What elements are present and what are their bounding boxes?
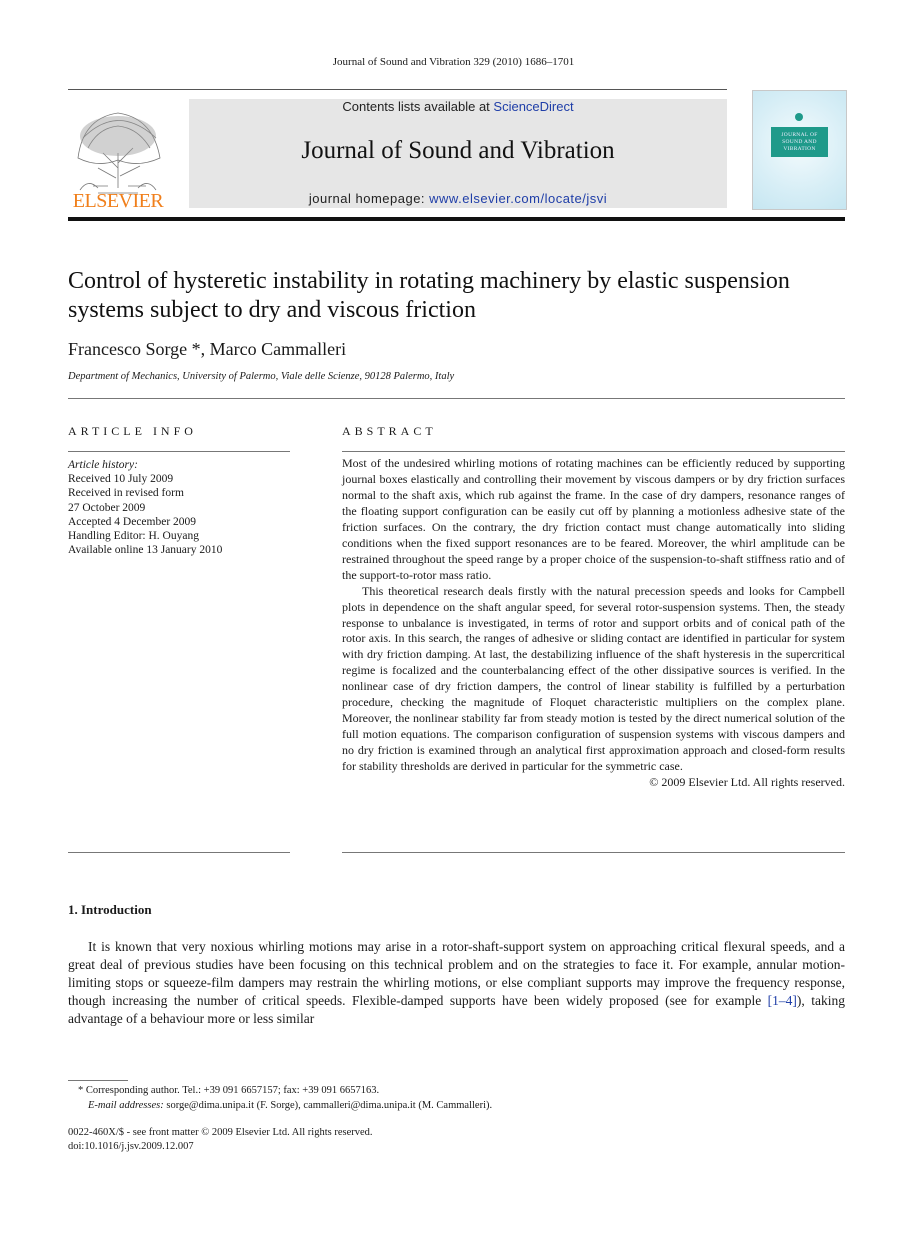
introduction-paragraph [68, 938, 845, 1028]
abstract-body [342, 456, 845, 791]
history-line: Received 10 July 2009 [68, 473, 174, 486]
article-authors: Francesco Sorge *, Marco Cammalleri [68, 339, 347, 359]
intro-text: It is known that very noxious whirling motions may arise in a rotor-shaft-support system on approaching critical flexural speeds, and a great deal of previous studies have been focusing on this technical problem and on the strategies to face it. For example, annular motion-limiting stops or squeeze-film dampers may restrain the whirling motions, or else compliant supports may improve the frequency response, though increasing the number of critical speeds. Flexible-damped supports have been widely proposed (see for example [68, 939, 845, 1008]
history-label: Article history: [68, 459, 138, 471]
doi-line: doi:10.1016/j.jsv.2009.12.007 [68, 1141, 194, 1152]
contents-line [189, 99, 727, 114]
reference-link[interactable]: [1–4] [767, 993, 797, 1008]
header-thick-rule [68, 217, 845, 221]
homepage-prefix: journal homepage: [308, 191, 430, 206]
abstract-heading: ABSTRACT [342, 424, 437, 438]
history-line: Accepted 4 December 2009 [68, 515, 197, 528]
abstract-copyright: © 2009 Elsevier Ltd. All rights reserved. [649, 775, 845, 790]
introduction-heading: 1. Introduction [68, 902, 152, 917]
abstract-rule [342, 451, 845, 452]
issn-line: 0022-460X/$ - see front matter © 2009 Elsevier Ltd. All rights reserved. [68, 1127, 373, 1138]
abstract-paragraph: This theoretical research deals firstly with the natural precession speeds and looks for Campbell plots in dependence on the shaft angular speed, for several rotor-suspension systems. Then, the steady response to unbalance is investigated, in terms of rotor and support orbits and of conical path of the rotor axis. In this search, the ranges of adhesive or sliding contact are identified in particular for system with dry friction damping. At last, the destabilizing influence of the shaft hysteresis in the supercritical regime is focalized and the counterbalancing effect of the other dissipative sources is verified. In the nonlinear case of dry friction dampers, the control of linear stability is fulfilled by a perturbation procedure, checking the magnitude of Floquet characteristic multipliers on the complex plane. Moreover, the nonlinear stability far from steady motion is tested by the direct numerical solution of the full motion equations. The comparison configuration of suspension systems with viscous dampers and no dry friction is examined through an analytical first approximation approach and closed-form results for stability thresholds are derived in particular for the symmetric case. [342, 583, 845, 774]
email-addresses: sorge@dima.unipa.it (F. Sorge), cammalleri@dima.unipa.it (M. Cammalleri). [163, 1100, 493, 1111]
footnote-rule [68, 1080, 128, 1081]
corresponding-author-note: * Corresponding author. Tel.: +39 091 6657157; fax: +39 091 6657163. [78, 1085, 380, 1096]
journal-cover-image [752, 90, 847, 210]
journal-citation: Journal of Sound and Vibration 329 (2010) 1686–1701 [332, 56, 575, 68]
article-history [68, 458, 290, 557]
contents-prefix: Contents lists available at [342, 99, 494, 114]
intro-text-cont: ), taking advantage of a behaviour more or less similar [68, 993, 845, 1026]
article-info-bottom-rule [68, 852, 290, 853]
homepage-line [189, 191, 727, 206]
cover-title-block [771, 127, 828, 157]
history-line: Handling Editor: H. Ouyang [68, 530, 199, 543]
title-divider [68, 398, 845, 399]
cover-title-text: JOURNAL OF SOUND AND VIBRATION [781, 132, 818, 152]
sciencedirect-link[interactable]: ScienceDirect [493, 99, 574, 114]
history-line: 27 October 2009 [68, 501, 146, 514]
article-info-rule [68, 451, 290, 452]
elsevier-wordmark: ELSEVIER [72, 190, 164, 212]
email-label: E-mail addresses: [88, 1100, 164, 1111]
homepage-link[interactable]: www.elsevier.com/locate/jsvi [429, 191, 608, 206]
abstract-bottom-rule [342, 852, 845, 853]
history-line: Available online 13 January 2010 [68, 544, 223, 557]
cover-emblem-icon [795, 113, 803, 121]
article-title: Control of hysteretic instability in rotating machinery by elastic suspension systems subject to dry and viscous friction [68, 268, 790, 323]
history-line: Received in revised form [68, 487, 184, 500]
abstract-paragraph: Most of the undesired whirling motions of rotating machines can be efficiently reduced by supporting journal boxes elastically and controlling their movement by viscous dampers or by dry friction surfaces normal to the shaft axis, which rub against the frame. In the case of dry dampers, resonance ranges of the floating support configuration can be easily cut off by planning a motionless adhesive state of the friction surfaces. On the contrary, the dry friction contact must change automatically into sliding conditions when the fixed support resonances are to be feared. Moreover, the whirl amplitude can be restrained throughout the speed range by a proper choice of the suspension-to-shaft stiffness ratio and of the support-to-rotor mass ratio. [342, 456, 845, 582]
email-note [88, 1099, 492, 1113]
author-affiliation: Department of Mechanics, University of Palermo, Viale delle Scienze, 90128 Palermo, Italy [68, 371, 455, 382]
article-info-heading: ARTICLE INFO [68, 424, 197, 438]
header-rule [68, 89, 727, 90]
journal-title: Journal of Sound and Vibration [301, 137, 615, 164]
